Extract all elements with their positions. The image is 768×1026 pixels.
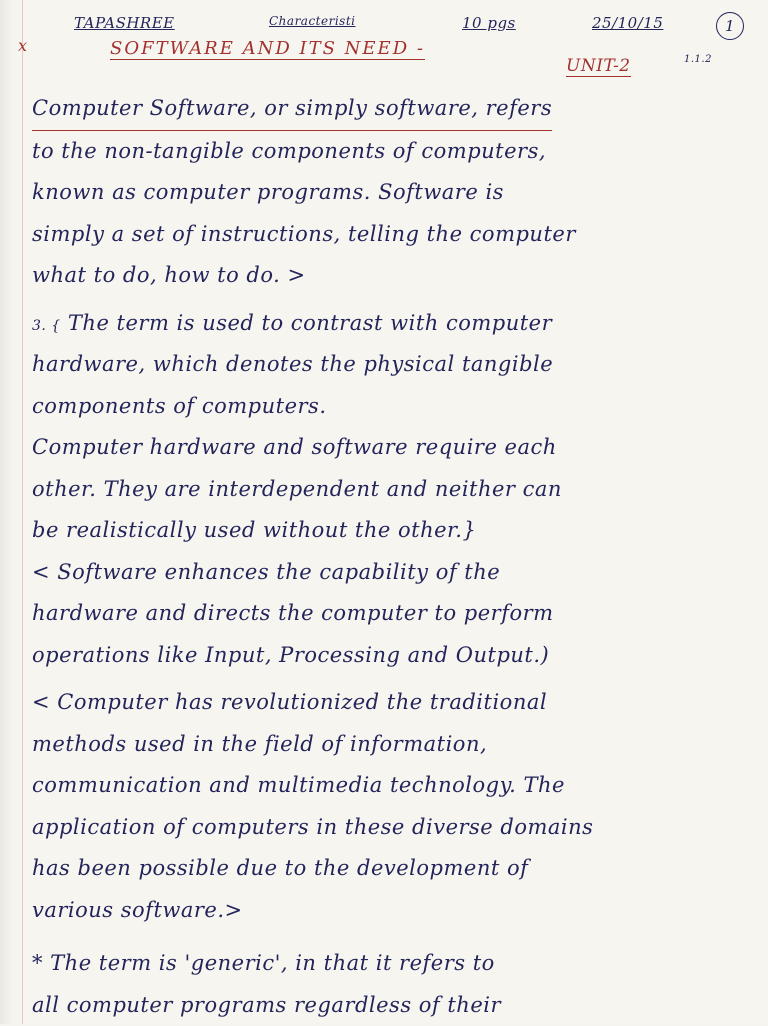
spacer xyxy=(32,931,752,943)
text-line: components of computers. xyxy=(32,386,752,428)
text-line: communication and multimedia technology. The xyxy=(32,765,752,807)
text-line: simply a set of instructions, telling the computer xyxy=(32,214,752,256)
page-count: 10 pgs xyxy=(462,14,516,32)
cross-mark: x xyxy=(18,36,28,55)
bullet-prefix: 3. { xyxy=(32,318,61,334)
unit-label: UNIT-2 xyxy=(566,56,631,77)
text-line: methods used in the field of information, xyxy=(32,724,752,766)
text-line: < Software enhances the capability of the xyxy=(32,552,752,594)
characteristic-note: Characteristi xyxy=(269,14,356,28)
page-title-text: SOFTWARE AND ITS NEED - xyxy=(110,38,425,60)
text-line: operations like Input, Processing and Output.) xyxy=(32,635,752,677)
text-line: hardware, which denotes the physical tangible xyxy=(32,344,752,386)
date: 25/10/15 xyxy=(592,14,663,32)
text-line: Computer Software, or simply software, refers xyxy=(32,88,552,131)
unit-reference: 1.1.2 xyxy=(684,54,712,65)
margin-line xyxy=(22,0,23,1024)
author-name: TAPASHREE xyxy=(74,14,175,32)
text-line: other. They are interdependent and neither can xyxy=(32,469,752,511)
text-line: various software.> xyxy=(32,890,752,932)
text-line: The term is used to contrast with computer xyxy=(68,311,552,335)
text-line: to the non-tangible components of computers, xyxy=(32,131,752,173)
text-line: known as computer programs. Software is xyxy=(32,172,752,214)
text-line: be realistically used without the other.} xyxy=(32,510,752,552)
text-line-group xyxy=(32,303,752,345)
text-line: application of computers in these diverse domains xyxy=(32,807,752,849)
page-header xyxy=(74,10,734,40)
text-line: hardware and directs the computer to perform xyxy=(32,593,752,635)
text-line: has been possible due to the development of xyxy=(32,848,752,890)
text-line: Computer hardware and software require each xyxy=(32,427,752,469)
text-line: < Computer has revolutionized the traditional xyxy=(32,682,752,724)
text-line: what to do, how to do. > xyxy=(32,255,752,297)
text-line: all computer programs regardless of their xyxy=(32,985,752,1026)
page-number: 1 xyxy=(716,12,744,40)
text-line: * The term is 'generic', in that it refers to xyxy=(32,943,752,985)
body-text xyxy=(32,88,752,1026)
page-title xyxy=(110,38,425,59)
